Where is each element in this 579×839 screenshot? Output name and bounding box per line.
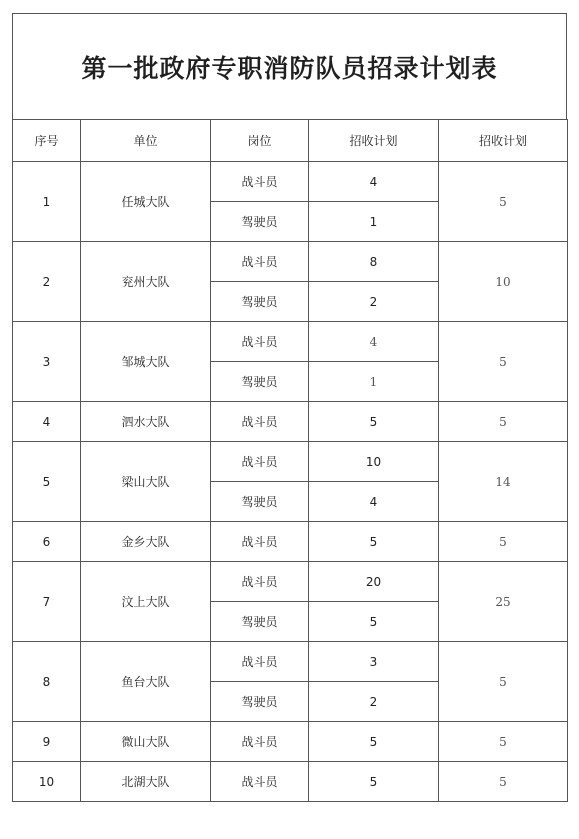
- table-row: [13, 242, 568, 282]
- unit-cell: 任城大队: [81, 162, 211, 242]
- row-number-cell: 1: [13, 162, 81, 242]
- plan-total-cell: 25: [439, 562, 568, 642]
- plan-sheet: [12, 13, 567, 802]
- plan-count-cell: 20: [309, 562, 439, 602]
- plan-count-cell: 5: [309, 722, 439, 762]
- document-title: 第一批政府专职消防队员招录计划表: [81, 53, 498, 83]
- plan-count-cell: 2: [309, 282, 439, 322]
- post-cell: 战斗员: [211, 162, 309, 202]
- unit-cell: 金乡大队: [81, 522, 211, 562]
- header-cell-plan-total: 招收计划: [439, 120, 568, 162]
- unit-cell: 汶上大队: [81, 562, 211, 642]
- unit-cell: 鱼台大队: [81, 642, 211, 722]
- post-cell: 驾驶员: [211, 362, 309, 402]
- post-cell: 战斗员: [211, 242, 309, 282]
- plan-count-cell: 4: [309, 322, 439, 362]
- row-number-cell: 3: [13, 322, 81, 402]
- post-cell: 驾驶员: [211, 602, 309, 642]
- plan-count-cell: 3: [309, 642, 439, 682]
- row-number-cell: 5: [13, 442, 81, 522]
- unit-cell: 微山大队: [81, 722, 211, 762]
- post-cell: 战斗员: [211, 402, 309, 442]
- plan-total-cell: 5: [439, 162, 568, 242]
- plan-count-cell: 5: [309, 522, 439, 562]
- plan-total-cell: 5: [439, 402, 568, 442]
- plan-count-cell: 5: [309, 602, 439, 642]
- row-number-cell: 2: [13, 242, 81, 322]
- plan-count-cell: 5: [309, 762, 439, 802]
- recruitment-table: [12, 119, 568, 802]
- plan-count-cell: 10: [309, 442, 439, 482]
- table-row: [13, 762, 568, 802]
- plan-count-cell: 8: [309, 242, 439, 282]
- post-cell: 驾驶员: [211, 202, 309, 242]
- table-row: [13, 562, 568, 602]
- header-cell-post: 岗位: [211, 120, 309, 162]
- plan-count-cell: 4: [309, 162, 439, 202]
- plan-total-cell: 5: [439, 762, 568, 802]
- plan-count-cell: 5: [309, 402, 439, 442]
- table-row: [13, 442, 568, 482]
- table-row: [13, 642, 568, 682]
- row-number-cell: 9: [13, 722, 81, 762]
- row-number-cell: 6: [13, 522, 81, 562]
- unit-cell: 北湖大队: [81, 762, 211, 802]
- plan-count-cell: 1: [309, 362, 439, 402]
- plan-count-cell: 4: [309, 482, 439, 522]
- plan-total-cell: 5: [439, 322, 568, 402]
- plan-total-cell: 5: [439, 722, 568, 762]
- post-cell: 战斗员: [211, 522, 309, 562]
- post-cell: 驾驶员: [211, 482, 309, 522]
- plan-count-cell: 2: [309, 682, 439, 722]
- header-cell-unit: 单位: [81, 120, 211, 162]
- plan-total-cell: 5: [439, 642, 568, 722]
- unit-cell: 邹城大队: [81, 322, 211, 402]
- table-row: [13, 402, 568, 442]
- header-row: [13, 120, 568, 162]
- post-cell: 战斗员: [211, 722, 309, 762]
- plan-total-cell: 5: [439, 522, 568, 562]
- post-cell: 战斗员: [211, 322, 309, 362]
- plan-total-cell: 14: [439, 442, 568, 522]
- post-cell: 战斗员: [211, 642, 309, 682]
- table-row: [13, 522, 568, 562]
- row-number-cell: 10: [13, 762, 81, 802]
- unit-cell: 梁山大队: [81, 442, 211, 522]
- plan-count-cell: 1: [309, 202, 439, 242]
- unit-cell: 兖州大队: [81, 242, 211, 322]
- table-row: [13, 722, 568, 762]
- post-cell: 驾驶员: [211, 682, 309, 722]
- row-number-cell: 7: [13, 562, 81, 642]
- header-cell-number: 序号: [13, 120, 81, 162]
- post-cell: 驾驶员: [211, 282, 309, 322]
- title-box: [12, 13, 567, 119]
- unit-cell: 泗水大队: [81, 402, 211, 442]
- table-row: [13, 162, 568, 202]
- row-number-cell: 8: [13, 642, 81, 722]
- row-number-cell: 4: [13, 402, 81, 442]
- table-row: [13, 322, 568, 362]
- post-cell: 战斗员: [211, 762, 309, 802]
- header-cell-plan: 招收计划: [309, 120, 439, 162]
- post-cell: 战斗员: [211, 562, 309, 602]
- post-cell: 战斗员: [211, 442, 309, 482]
- plan-total-cell: 10: [439, 242, 568, 322]
